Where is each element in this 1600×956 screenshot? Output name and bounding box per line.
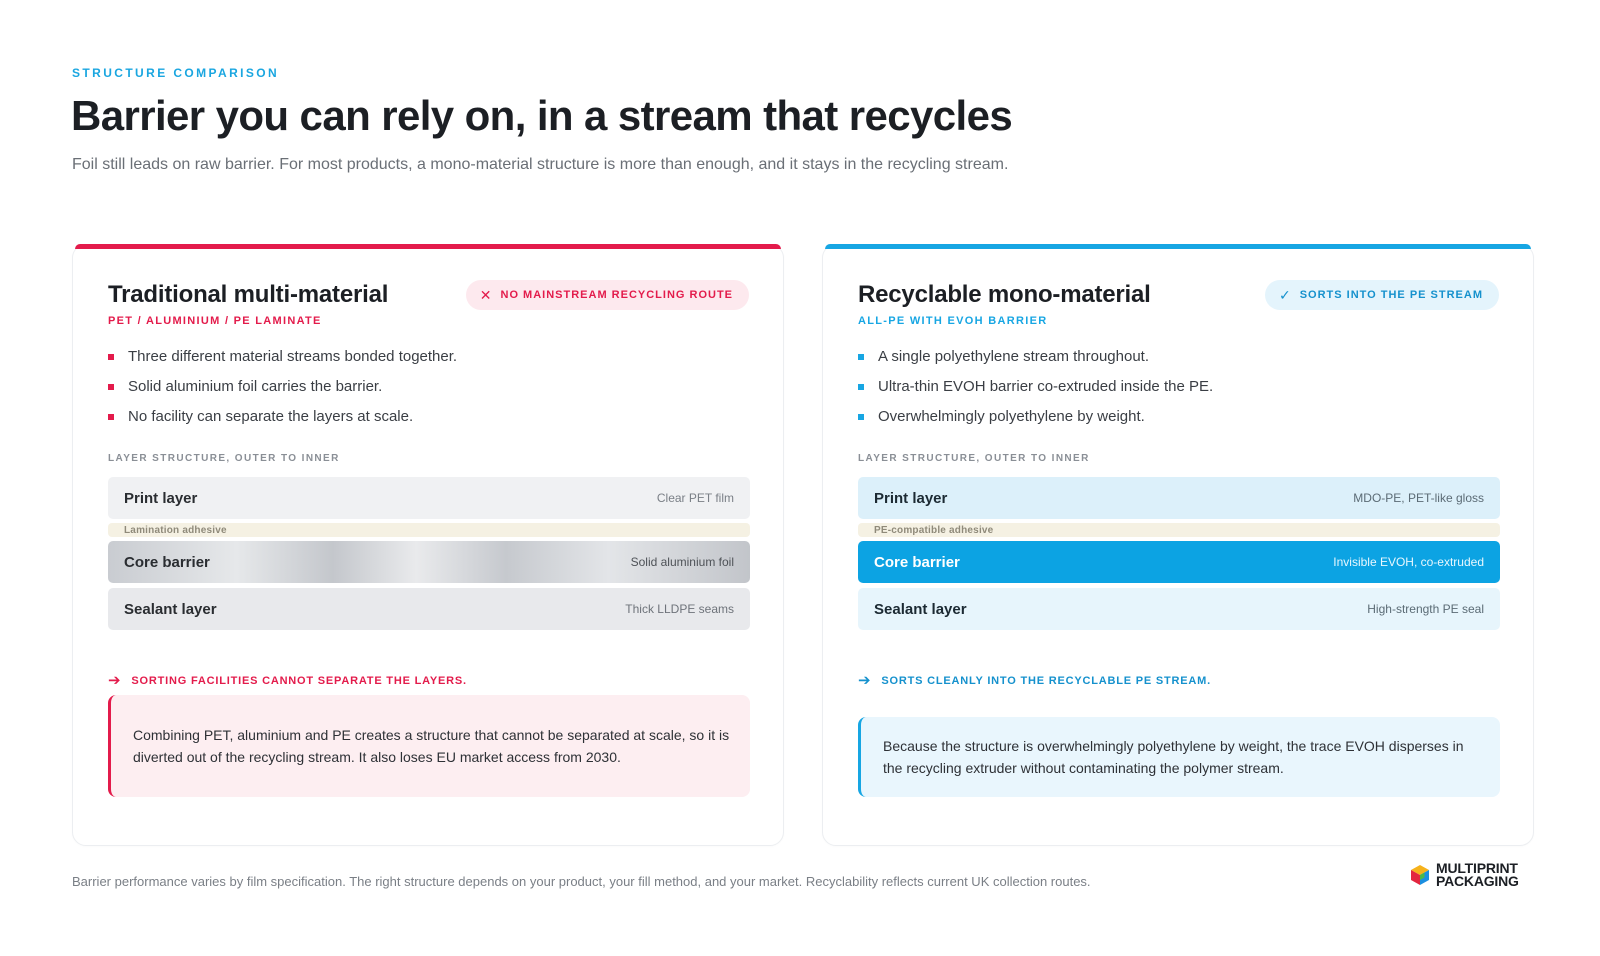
arrow-right-icon: ➔	[108, 672, 122, 689]
layer-name: Print layer	[124, 489, 198, 507]
list-item	[858, 347, 1213, 377]
page-subtitle: Foil still leads on raw barrier. For most products, a mono-material structure is more than enough, and it stays in the recycling stream.	[72, 156, 1009, 173]
core-barrier-layer	[858, 541, 1500, 583]
card-subtitle: PET / ALUMINIUM / PE LAMINATE	[108, 315, 322, 327]
footer-disclaimer: Barrier performance varies by film specification. The right structure depends on your product, your fill method, and your market. Recyclability reflects current UK collection routes.	[72, 874, 1091, 889]
layer-name: Lamination adhesive	[124, 524, 227, 536]
page-title: Barrier you can rely on, in a stream that recycles	[71, 92, 1013, 139]
sealant-layer	[858, 588, 1500, 630]
layer-value: Thick LLDPE seams	[625, 602, 734, 616]
adhesive-layer	[858, 523, 1500, 537]
bullet-list	[108, 347, 457, 437]
logo-cube-icon	[1410, 864, 1430, 886]
note-text: Because the structure is overwhelmingly polyethylene by weight, the trace EVOH disperses in the recycling extruder without contaminating the polymer stream.	[883, 738, 1464, 776]
layer-name: Sealant layer	[124, 600, 217, 618]
layer-value: High-strength PE seal	[1367, 602, 1484, 616]
layer-structure-heading: LAYER STRUCTURE, OUTER TO INNER	[858, 453, 1090, 464]
list-item	[108, 347, 457, 377]
badge-label: SORTS INTO THE PE STREAM	[1299, 289, 1483, 301]
card-title: Traditional multi-material	[108, 281, 389, 308]
arrow-right-icon: ➔	[858, 672, 872, 689]
list-item-text: Ultra-thin EVOH barrier co-extruded inside the PE.	[878, 378, 1214, 395]
logo-wordmark	[1436, 862, 1519, 888]
list-item-text: Solid aluminium foil carries the barrier.	[128, 378, 383, 395]
list-item	[858, 377, 1213, 407]
status-badge	[466, 280, 749, 310]
print-layer	[108, 477, 750, 519]
list-item-text: Three different material streams bonded together.	[128, 348, 458, 365]
check-icon: ✓	[1278, 287, 1292, 303]
layer-name: PE-compatible adhesive	[874, 524, 994, 536]
verdict-line	[108, 673, 467, 688]
list-item	[108, 377, 457, 407]
list-item	[108, 407, 457, 437]
core-barrier-layer	[108, 541, 750, 583]
badge-label: NO MAINSTREAM RECYCLING ROUTE	[500, 289, 733, 301]
list-item-text: No facility can separate the layers at scale.	[128, 408, 414, 425]
status-badge	[1265, 280, 1499, 310]
explanation-note	[858, 717, 1500, 797]
bullet-icon	[858, 414, 864, 420]
logo-line-1: MULTIPRINT	[1436, 860, 1518, 876]
bullet-icon	[108, 384, 114, 390]
traditional-card	[72, 244, 784, 846]
verdict-line	[858, 673, 1211, 688]
eyebrow-label: STRUCTURE COMPARISON	[72, 66, 280, 80]
layer-name: Print layer	[874, 489, 948, 507]
recyclable-card	[822, 244, 1534, 846]
layer-structure-heading: LAYER STRUCTURE, OUTER TO INNER	[108, 453, 340, 464]
layer-name: Core barrier	[124, 553, 210, 571]
adhesive-layer	[108, 523, 750, 537]
explanation-note	[108, 695, 750, 797]
layer-value: MDO-PE, PET-like gloss	[1353, 491, 1484, 505]
list-item-text: A single polyethylene stream throughout.	[878, 348, 1150, 365]
layer-name: Sealant layer	[874, 600, 967, 618]
sealant-layer	[108, 588, 750, 630]
verdict-text: SORTS CLEANLY INTO THE RECYCLABLE PE STREAM.	[881, 674, 1211, 687]
list-item	[858, 407, 1213, 437]
bullet-icon	[858, 384, 864, 390]
brand-logo	[1410, 862, 1519, 888]
bullet-icon	[108, 414, 114, 420]
card-title: Recyclable mono-material	[858, 281, 1151, 308]
close-icon: ✕	[479, 287, 493, 303]
layer-value: Solid aluminium foil	[630, 555, 734, 569]
note-text: Combining PET, aluminium and PE creates a structure that cannot be separated at scale, so it is diverted out of the recycling stream. It also loses EU market access from 2030.	[133, 727, 730, 765]
list-item-text: Overwhelmingly polyethylene by weight.	[878, 408, 1145, 425]
layer-value: Invisible EVOH, co-extruded	[1333, 555, 1484, 569]
layer-name: Core barrier	[874, 553, 960, 571]
bullet-icon	[858, 354, 864, 360]
bullet-list	[858, 347, 1213, 437]
print-layer	[858, 477, 1500, 519]
logo-line-2: PACKAGING	[1436, 873, 1519, 889]
verdict-text: SORTING FACILITIES CANNOT SEPARATE THE LAYERS.	[131, 674, 467, 687]
card-subtitle: ALL-PE WITH EVOH BARRIER	[858, 315, 1048, 327]
layer-value: Clear PET film	[656, 491, 734, 505]
bullet-icon	[108, 354, 114, 360]
